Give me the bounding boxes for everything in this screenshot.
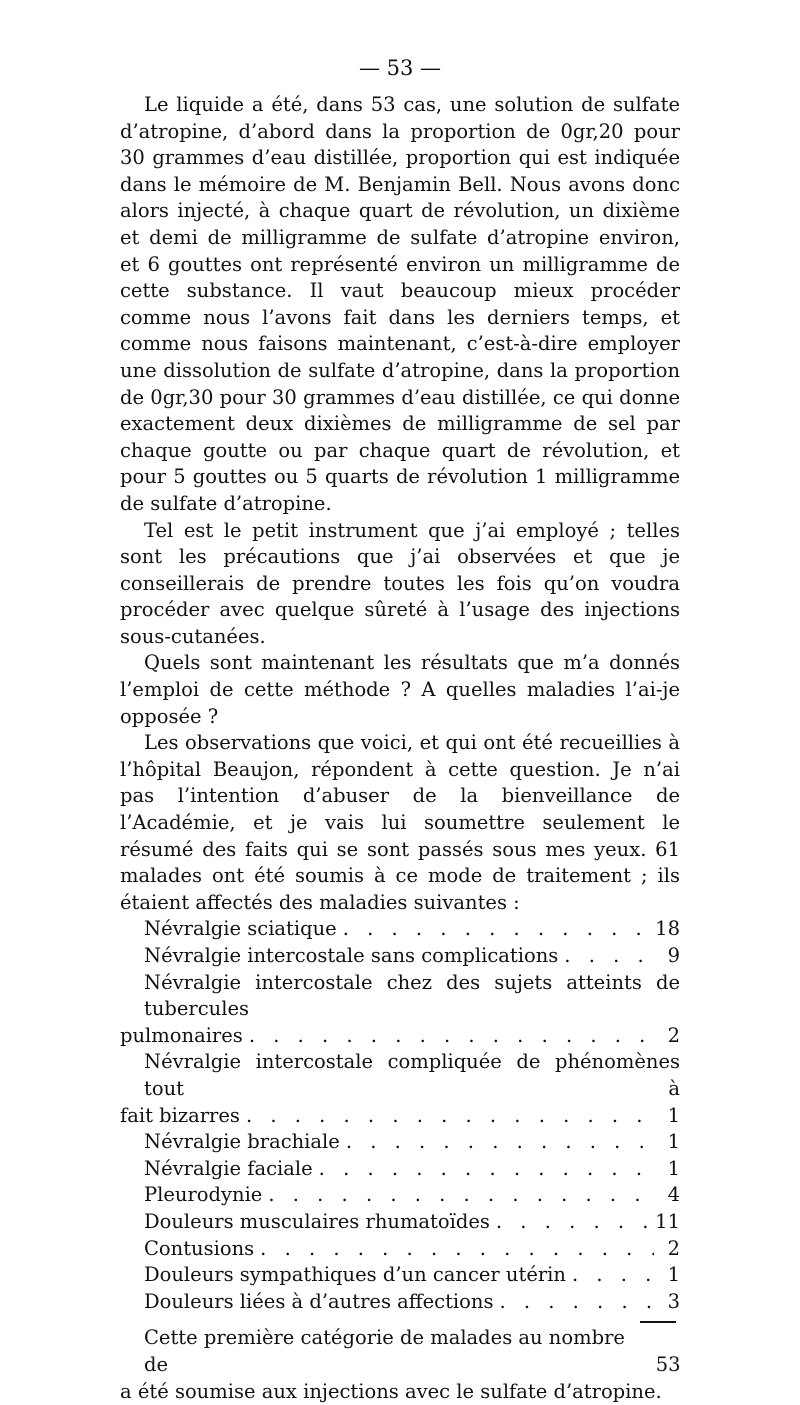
dot-leader [564, 943, 654, 970]
total-count: 53 [656, 1352, 680, 1379]
list-item [120, 1129, 680, 1156]
disease-count: 1 [660, 1156, 680, 1183]
disease-label: Douleurs liées à d’autres affections [144, 1289, 493, 1316]
dot-leader [496, 1209, 649, 1236]
list-item [120, 1262, 680, 1289]
dot-leader [346, 1129, 654, 1156]
dot-leader [249, 1023, 654, 1050]
disease-count: 2 [660, 1236, 680, 1263]
list-item [120, 1182, 680, 1209]
disease-count: 4 [660, 1182, 680, 1209]
disease-count: 18 [655, 916, 680, 943]
dot-leader [319, 1156, 654, 1183]
page-text [120, 92, 680, 1405]
list-item [120, 1289, 680, 1316]
paragraph-injection-liquid: Le liquide a été, dans 53 cas, une solution de sulfate d’atropine, d’abord dans la proportion de 0gr,20 pour 30 grammes d’eau distillée, proportion qui est indiquée dans le mémoire de M. Benjamin Bell. Nous avons donc alors injecté, à chaque quart de révolution, un dixième et demi de milligramme de sulfate d’atropine environ, et 6 gouttes ont représenté environ un milligramme de cette substance. Il vaut beaucoup mieux procéder comme nous l’avons fait dans les derniers temps, et comme nous faisons maintenant, c’est-à-dire employer une dissolution de sulfate d’atropine, dans la proportion de 0gr,30 pour 30 grammes d’eau distillée, ce qui donne exactement deux dixièmes de milligramme de sel par chaque goutte ou par chaque quart de révolution, et pour 5 gouttes ou 5 quarts de révolution 1 milligramme de sulfate d’atropine. [120, 92, 680, 518]
total-line [120, 1325, 680, 1378]
list-item [120, 1049, 680, 1129]
dot-leader [572, 1262, 654, 1289]
total-rule [640, 1321, 676, 1323]
disease-count: 3 [660, 1289, 680, 1316]
dot-leader [343, 916, 649, 943]
dot-leader [268, 1182, 654, 1209]
disease-label: Névralgie faciale [144, 1156, 313, 1183]
dot-leader [246, 1103, 654, 1130]
total-continuation: a été soumise aux injections avec le sulfate d’atropine. [120, 1379, 680, 1405]
disease-count: 1 [660, 1262, 680, 1289]
page-number: — 53 — [120, 56, 680, 80]
paragraph-observations: Les observations que voici, et qui ont été recueillies à l’hôpital Beaujon, répondent à cette question. Je n’ai pas l’intention d’abuser de la bienveillance de l’Académie, et je vais lui soumettre seulement le résumé des faits qui se sont passés sous mes yeux. 61 malades ont été soumis à ce mode de traitement ; ils étaient affectés des maladies suivantes : [120, 730, 680, 916]
disease-label: Contusions [144, 1236, 254, 1263]
disease-count: 1 [660, 1103, 680, 1130]
dot-leader [260, 1236, 654, 1263]
disease-label: Névralgie sciatique [144, 916, 337, 943]
disease-label: Douleurs sympathiques d’un cancer utérin [144, 1262, 566, 1289]
disease-count: 9 [660, 943, 680, 970]
total-label: Cette première catégorie de malades au nombre de [144, 1325, 644, 1378]
disease-list [120, 916, 680, 1315]
disease-count: 1 [660, 1129, 680, 1156]
list-item [120, 916, 680, 943]
disease-count: 2 [660, 1023, 680, 1050]
disease-label: Pleurodynie [144, 1182, 262, 1209]
dot-leader [499, 1289, 654, 1316]
disease-count: 11 [655, 1209, 680, 1236]
list-item [120, 970, 680, 1050]
list-item [120, 1236, 680, 1263]
disease-label-line1: Névralgie intercostale chez des sujets atteints de tubercules [120, 970, 680, 1023]
paragraph-instrument: Tel est le petit instrument que j’ai employé ; telles sont les précautions que j’ai observées et que je conseillerais de prendre toutes les fois qu’on voudra procéder avec quelque sûreté à l’usage des injections sous-cutanées. [120, 518, 680, 651]
disease-label: Douleurs musculaires rhumatoïdes [144, 1209, 490, 1236]
disease-label: Névralgie brachiale [144, 1129, 340, 1156]
list-item [120, 1156, 680, 1183]
disease-label-line1: Névralgie intercostale compliquée de phénomènes tout à [120, 1049, 680, 1102]
disease-label: Névralgie intercostale sans complications [144, 943, 558, 970]
list-item [120, 1209, 680, 1236]
disease-label-line2: pulmonaires [120, 1023, 243, 1050]
paragraph-question: Quels sont maintenant les résultats que m’a donnés l’emploi de cette méthode ? A quelles maladies l’ai-je opposée ? [120, 650, 680, 730]
list-item [120, 943, 680, 970]
disease-label-line2: fait bizarres [120, 1103, 240, 1130]
